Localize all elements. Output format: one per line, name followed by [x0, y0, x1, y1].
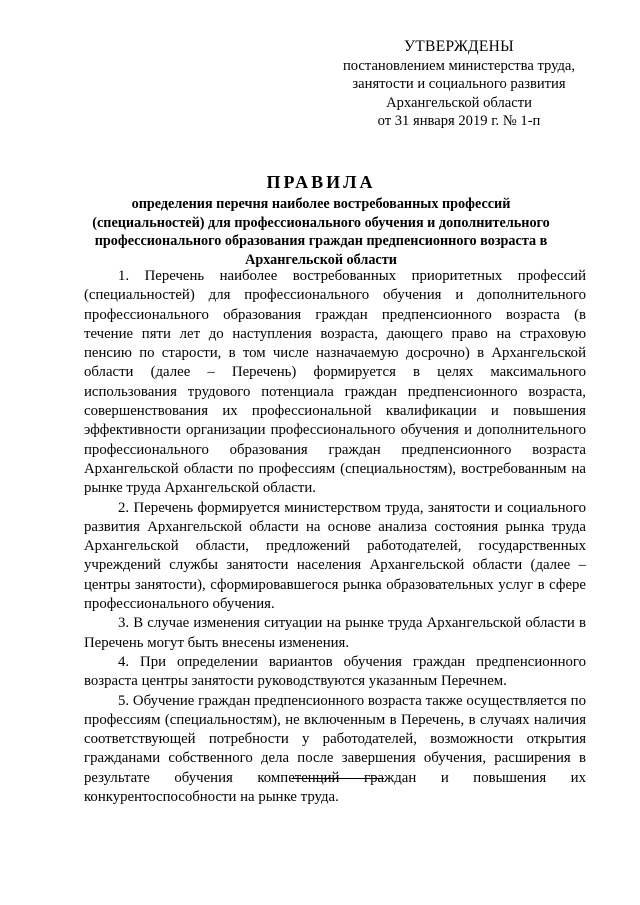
approval-line-4: от 31 января 2019 г. № 1-п [377, 113, 541, 130]
title-subtitle: определения перечня наиболее востребованных профессий (специальностей) для профессионального обучения и дополнительного профессионального образования граждан предпенсионного возраста в Архангельской области [92, 196, 550, 268]
closing-rule [292, 778, 384, 779]
approval-line-3: Архангельской области [386, 94, 532, 111]
paragraph-4: 4. При определении вариантов обучения граждан предпенсионного возраста центры занятости руководствуются указанным Перечнем. [84, 653, 586, 690]
document-title [84, 172, 558, 269]
approval-line-1: постановлением министерства труда, [342, 57, 576, 74]
paragraph-5: 5. Обучение граждан предпенсионного возраста также осуществляется по профессиям (специальностям), не включенным в Перечень, в случаях наличия соответствующей потребности у работодателей, возможности открытия гражданами собственного дела после завершения обучения, расширения в результате обучения компетенций граждан и повышения их конкурентоспособности на рынке труда. [84, 692, 586, 806]
paragraph-2: 2. Перечень формируется министерством труда, занятости и социального развития Архангельской области на основе анализа состояния рынка труда Архангельской области, предложений работодателей, государственных учреждений службы занятости населения Архангельской области (далее – центры занятости), сформировавшегося рынка образовательных услуг в сфере профессионального обучения. [84, 499, 586, 613]
paragraph-3: 3. В случае изменения ситуации на рынке труда Архангельской области в Перечень могут быть внесены изменения. [84, 615, 586, 651]
title-main: ПРАВИЛА [266, 172, 376, 192]
approval-block [320, 38, 598, 131]
approval-heading: УТВЕРЖДЕНЫ [404, 38, 514, 55]
paragraph-1: 1. Перечень наиболее востребованных приоритетных профессий (специальностей) для профессионального обучения и дополнительного профессионального образования граждан предпенсионного возраста (в течение пяти лет до наступления возраста, дающего право на страховую пенсию по старости, в том числе назначаемую досрочно) в Архангельской области (далее – Перечень) формируется в целях максимального использования трудового потенциала граждан предпенсионного возраста, совершенствования их профессиональной квалификации и повышения эффективности организации профессионального обучения и дополнительного профессионального образования граждан предпенсионного возраста Архангельской области по профессиям (специальностям), востребованным на рынке труда Архангельской области. [84, 268, 586, 497]
approval-line-2: занятости и социального развития [352, 76, 566, 93]
document-body [84, 267, 586, 807]
